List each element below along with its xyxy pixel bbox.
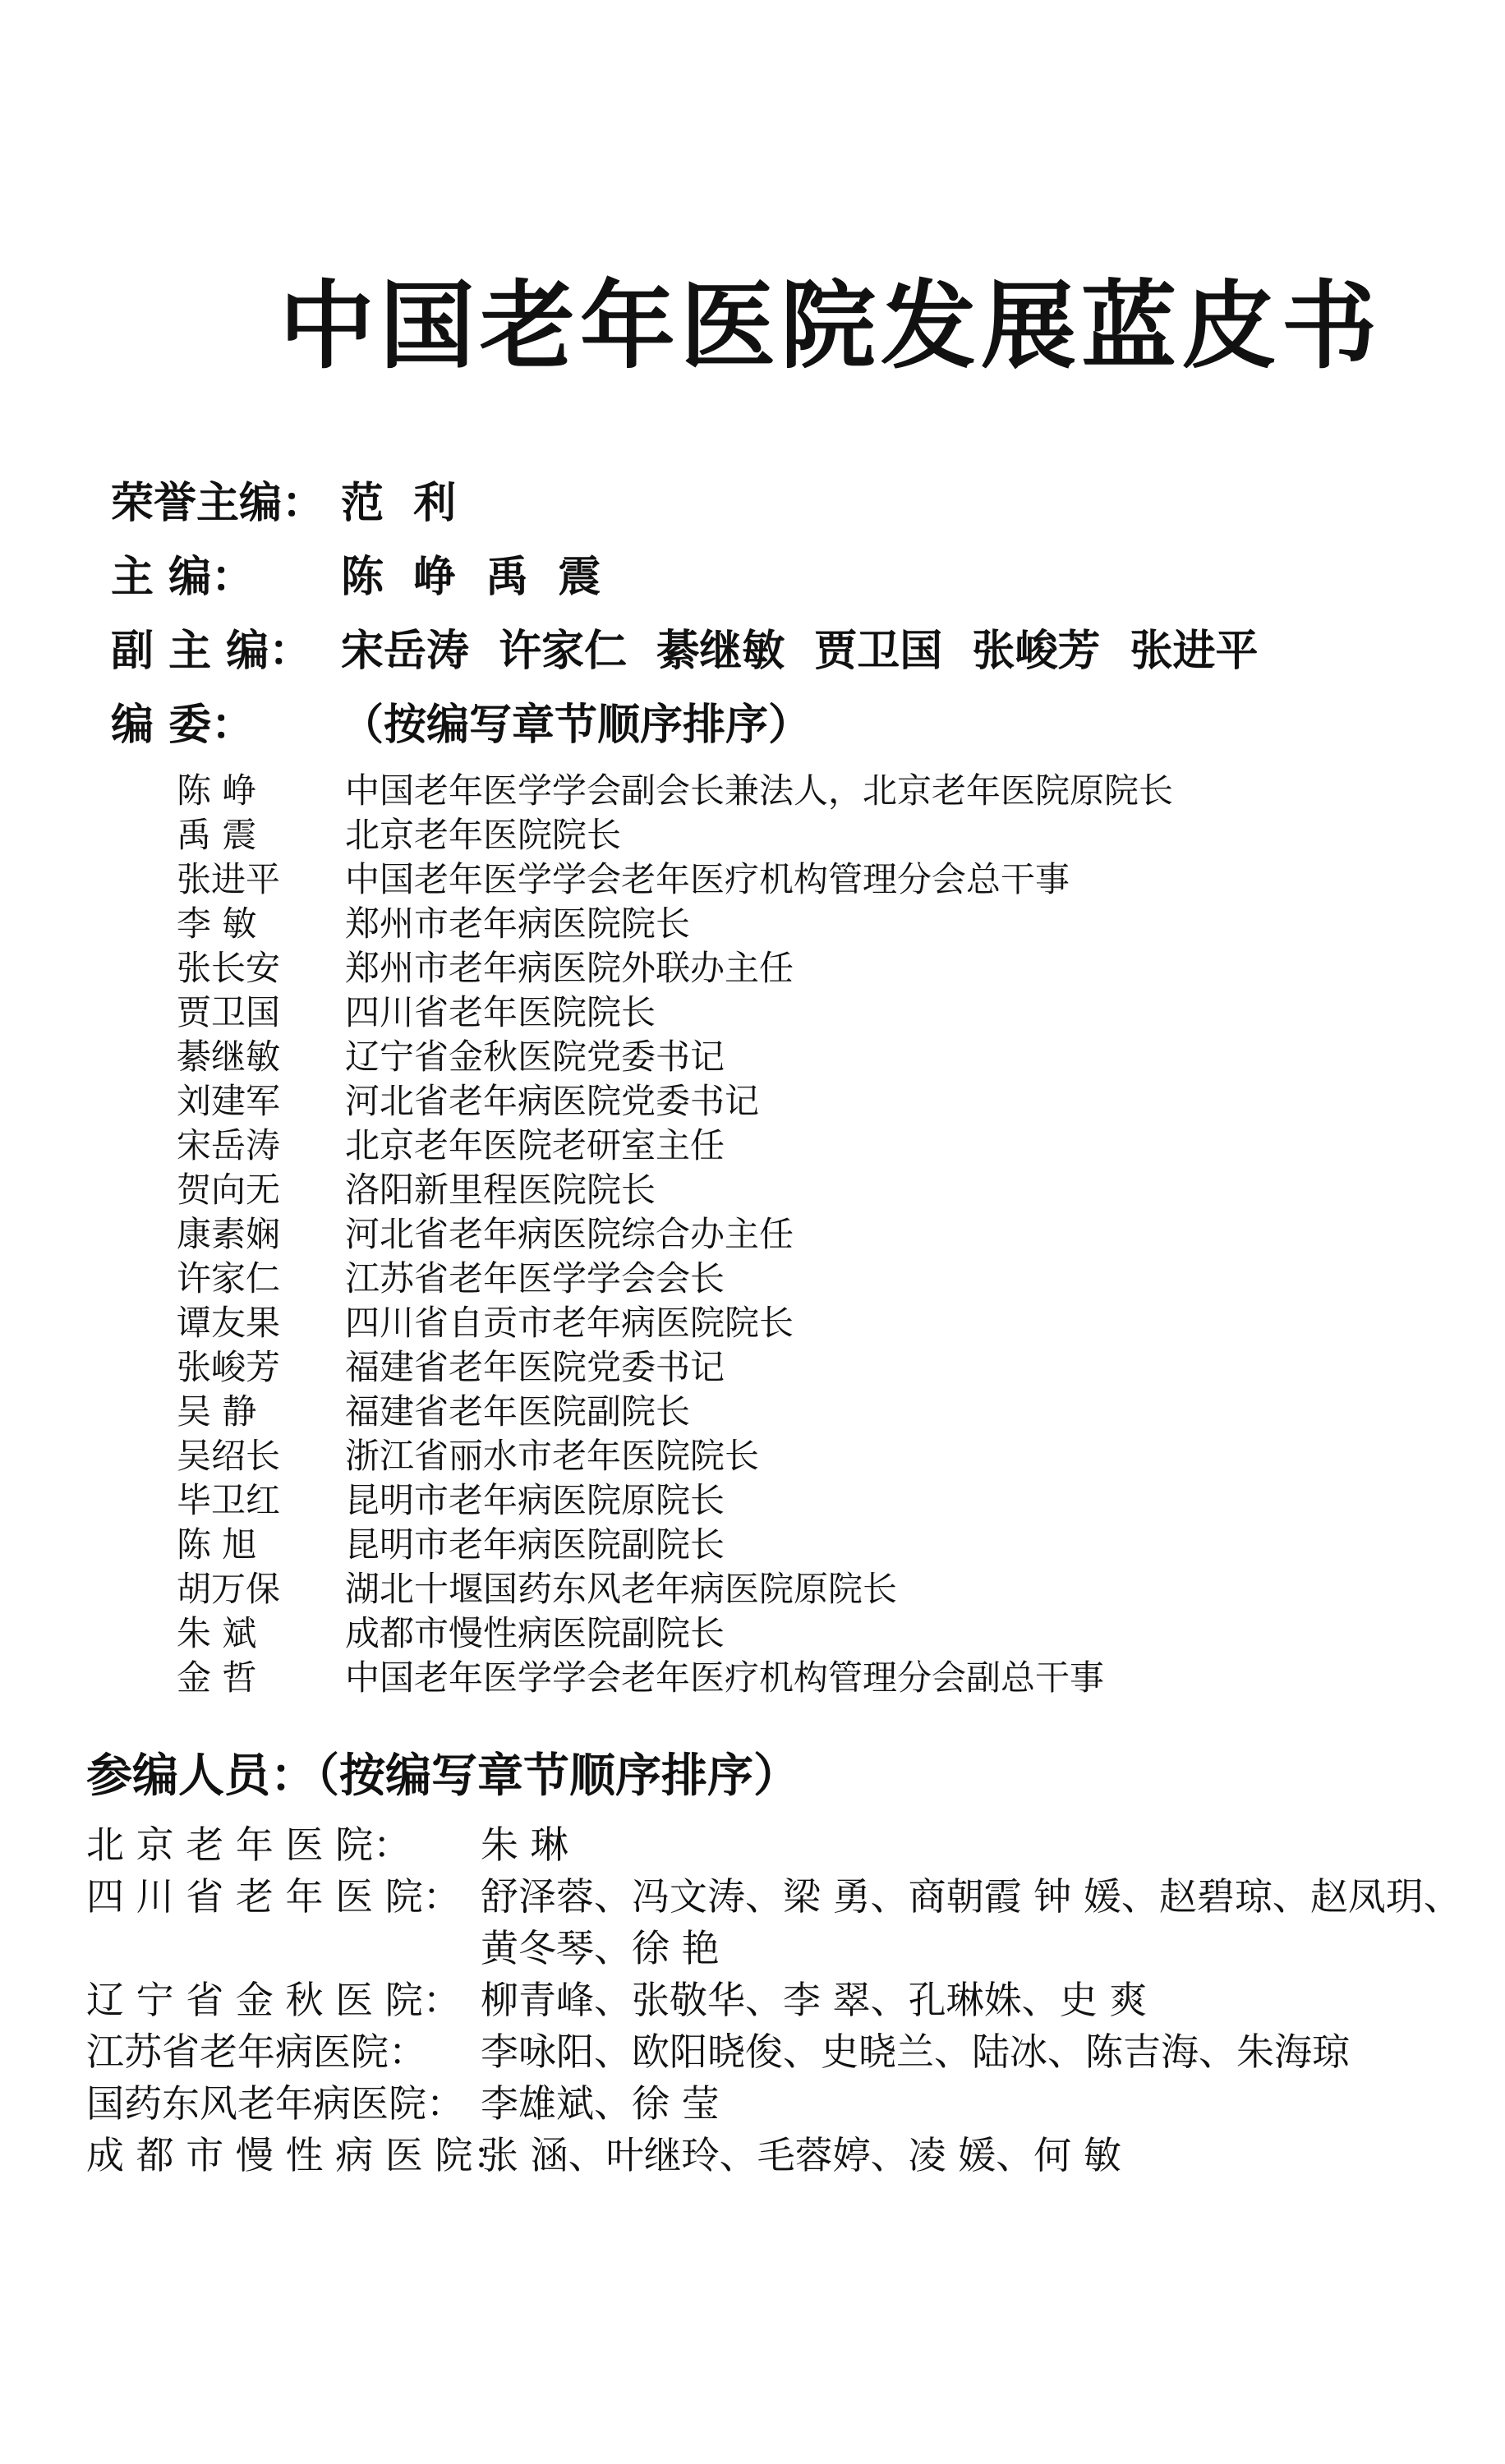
board-member-row bbox=[177, 1301, 1409, 1345]
member-name: 刘建军 bbox=[177, 1081, 281, 1121]
board-member-row bbox=[177, 1611, 1409, 1656]
member-name: 朱 斌 bbox=[177, 1613, 257, 1653]
editorial-board-row bbox=[111, 690, 1425, 764]
contributor-names: 张 涵、叶继玲、毛蓉婷、凌 媛、何 敏 bbox=[481, 2133, 1121, 2177]
chief-editor-row bbox=[111, 542, 1425, 616]
member-role: 四川省自贡市老年病医院院长 bbox=[345, 1303, 794, 1343]
editorial-board-list bbox=[177, 769, 1409, 1700]
book-title: 中国老年医院发展蓝皮书 bbox=[279, 271, 1382, 382]
contributor-row bbox=[86, 1974, 1483, 2026]
member-role: 中国老年医学学会副会长兼法人，北京老年医院原院长 bbox=[345, 770, 1174, 811]
member-name: 綦继敏 bbox=[177, 1037, 281, 1077]
member-name: 贾卫国 bbox=[177, 992, 281, 1032]
contributor-names: 李雄斌、徐 莹 bbox=[481, 2081, 720, 2126]
member-name: 李 敏 bbox=[177, 903, 257, 944]
board-member-row bbox=[177, 1567, 1409, 1611]
board-member-row bbox=[177, 769, 1409, 813]
member-name: 张长安 bbox=[177, 948, 281, 988]
contributor-institution: 辽 宁 省 金 秋 医 院： bbox=[86, 1978, 461, 2022]
member-name: 毕卫红 bbox=[177, 1480, 281, 1520]
contributor-institution: 北 京 老 年 医 院： bbox=[86, 1823, 412, 1867]
board-member-row bbox=[177, 1434, 1409, 1478]
member-role: 中国老年医学学会老年医疗机构管理分会副总干事 bbox=[345, 1657, 1105, 1698]
member-name: 禹 震 bbox=[177, 815, 257, 855]
contributors-list bbox=[86, 1819, 1483, 2181]
board-member-row bbox=[177, 946, 1409, 991]
board-member-row bbox=[177, 1523, 1409, 1567]
contributor-institution: 国药东风老年病医院： bbox=[86, 2081, 464, 2126]
contributor-institution: 江苏省老年病医院： bbox=[86, 2030, 426, 2074]
board-member-row bbox=[177, 1390, 1409, 1434]
contributor-row bbox=[86, 2130, 1483, 2181]
member-role: 河北省老年病医院综合办主任 bbox=[345, 1214, 794, 1254]
member-role: 昆明市老年病医院副院长 bbox=[345, 1524, 725, 1565]
contributor-row bbox=[86, 2026, 1483, 2078]
board-member-row bbox=[177, 813, 1409, 857]
member-name: 张峻芳 bbox=[177, 1347, 281, 1387]
board-member-row bbox=[177, 902, 1409, 946]
deputy-editor-row bbox=[111, 616, 1425, 690]
member-name: 金 哲 bbox=[177, 1657, 257, 1698]
contributors-heading: 参编人员：（按编写章节顺序排序） bbox=[86, 1749, 799, 1803]
member-role: 郑州市老年病医院外联办主任 bbox=[345, 948, 794, 988]
member-name: 胡万保 bbox=[177, 1569, 281, 1609]
editor-names: （按编写章节顺序排序） bbox=[341, 701, 812, 750]
member-name: 许家仁 bbox=[177, 1258, 281, 1299]
editor-label: 主 编： bbox=[111, 553, 255, 602]
member-name: 康素娴 bbox=[177, 1214, 281, 1254]
member-role: 洛阳新里程医院院长 bbox=[345, 1170, 656, 1210]
member-role: 福建省老年医院党委书记 bbox=[345, 1347, 725, 1387]
board-member-row bbox=[177, 991, 1409, 1035]
member-name: 吴绍长 bbox=[177, 1436, 281, 1476]
contributor-names: 舒泽蓉、冯文涛、梁 勇、商朝霞 钟 媛、赵碧琼、赵凤玥、黄冬琴、徐 艳 bbox=[481, 1874, 1461, 1970]
member-name: 陈 峥 bbox=[177, 770, 257, 811]
contributor-names: 李咏阳、欧阳晓俊、史晓兰、陆冰、陈吉海、朱海琼 bbox=[481, 2030, 1350, 2074]
contributor-row bbox=[86, 1819, 1483, 1871]
member-role: 成都市慢性病医院副院长 bbox=[345, 1613, 725, 1653]
member-role: 湖北十堰国药东风老年病医院原院长 bbox=[345, 1569, 898, 1609]
board-member-row bbox=[177, 857, 1409, 902]
member-role: 四川省老年医院院长 bbox=[345, 992, 656, 1032]
board-member-row bbox=[177, 1345, 1409, 1390]
member-name: 谭友果 bbox=[177, 1303, 281, 1343]
editor-label: 编 委： bbox=[111, 701, 255, 750]
member-name: 陈 旭 bbox=[177, 1524, 257, 1565]
board-member-row bbox=[177, 1035, 1409, 1079]
editor-label: 副 主 编： bbox=[111, 627, 312, 676]
board-member-row bbox=[177, 1168, 1409, 1212]
member-name: 吴 静 bbox=[177, 1391, 257, 1432]
member-role: 北京老年医院院长 bbox=[345, 815, 622, 855]
board-member-row bbox=[177, 1478, 1409, 1523]
member-role: 郑州市老年病医院院长 bbox=[345, 903, 691, 944]
member-role: 辽宁省金秋医院党委书记 bbox=[345, 1037, 725, 1077]
editor-label: 荣誉主编： bbox=[111, 479, 325, 528]
member-name: 贺向无 bbox=[177, 1170, 281, 1210]
contributor-names: 柳青峰、张敬华、李 翠、孔琳姝、史 爽 bbox=[481, 1978, 1148, 2022]
member-role: 中国老年医学学会老年医疗机构管理分会总干事 bbox=[345, 859, 1070, 899]
member-role: 昆明市老年病医院原院长 bbox=[345, 1480, 725, 1520]
board-member-row bbox=[177, 1212, 1409, 1257]
editor-names: 宋岳涛 许家仁 綦继敏 贾卫国 张峻芳 张进平 bbox=[341, 627, 1259, 676]
contributor-row bbox=[86, 1871, 1483, 1974]
honorary-editor-row bbox=[111, 468, 1425, 542]
board-member-row bbox=[177, 1124, 1409, 1168]
contributor-row bbox=[86, 2078, 1483, 2130]
member-role: 北京老年医院老研室主任 bbox=[345, 1125, 725, 1165]
member-name: 张进平 bbox=[177, 859, 281, 899]
member-name: 宋岳涛 bbox=[177, 1125, 281, 1165]
board-member-row bbox=[177, 1656, 1409, 1700]
editors-section bbox=[111, 468, 1425, 764]
contributor-institution: 成 都 市 慢 性 病 医 院： bbox=[86, 2133, 511, 2177]
member-role: 江苏省老年医学学会会长 bbox=[345, 1258, 725, 1299]
editor-names: 陈 峥 禹 震 bbox=[341, 553, 601, 602]
board-member-row bbox=[177, 1079, 1409, 1124]
member-role: 福建省老年医院副院长 bbox=[345, 1391, 691, 1432]
member-role: 浙江省丽水市老年医院院长 bbox=[345, 1436, 760, 1476]
member-role: 河北省老年病医院党委书记 bbox=[345, 1081, 760, 1121]
contributor-names: 朱 琳 bbox=[481, 1823, 568, 1867]
board-member-row bbox=[177, 1257, 1409, 1301]
contributor-institution: 四 川 省 老 年 医 院： bbox=[86, 1874, 461, 1919]
editor-names: 范 利 bbox=[341, 479, 457, 528]
